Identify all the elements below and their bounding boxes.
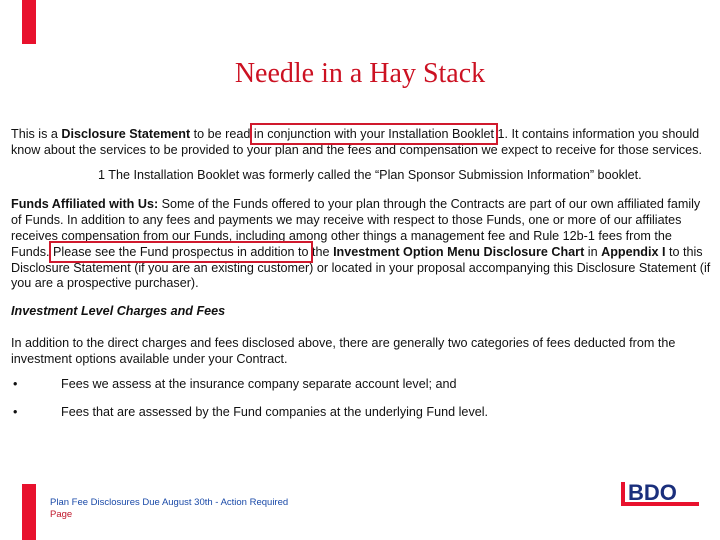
footnote: 1 The Installation Booklet was formerly called the “Plan Sponsor Submission Information” booklet.	[98, 167, 642, 182]
page-label: Page	[50, 509, 73, 520]
funds-affiliated-heading: Funds Affiliated with Us:	[11, 197, 159, 212]
text: 1. It contains information you should know about the services to be provided to your plan and the fees and compensation we expect to receive for those services.	[11, 127, 702, 157]
highlight-fund-prospectus: Please see the Fund prospectus in addition to	[53, 244, 309, 259]
investment-option-chart-term: Investment Option Menu Disclosure Chart	[333, 244, 585, 259]
accent-bar-bottom	[22, 484, 36, 540]
text: to be read	[190, 127, 254, 141]
text: the	[308, 244, 334, 259]
text: This is a	[11, 127, 62, 141]
bdo-logo	[620, 478, 700, 508]
footer	[50, 497, 288, 521]
disclosure-statement-term: Disclosure Statement	[61, 127, 191, 141]
text: Some of the Funds offered to your plan through the Contracts are part of our own affiliated family of Funds. In addition to any fees and payments we may receive with respect to those Funds, one or more of our affiliates receives compensation from our Funds, including among other things a management fee and Rule 12b-1 fees from the Funds.	[11, 197, 701, 259]
text: in	[584, 244, 602, 259]
list-item	[11, 405, 711, 421]
paragraph-disclosure	[11, 127, 711, 159]
highlight-installation-booklet: in conjunction with your Installation Booklet	[253, 127, 495, 141]
text: to this Disclosure Statement (if you are an existing customer) or located in your proposal accompanying this Disclosure Statement (if you are a prospective purchaser).	[11, 244, 711, 291]
bullet-icon: •	[13, 376, 18, 391]
document-excerpt	[11, 127, 711, 421]
appendix-term: Appendix I	[601, 244, 666, 259]
section-heading: Investment Level Charges and Fees	[11, 304, 226, 319]
bullet-icon: •	[13, 405, 18, 420]
slide-title: Needle in a Hay Stack	[234, 58, 486, 89]
list-item	[11, 377, 711, 393]
svg-text:BDO: BDO	[628, 480, 677, 505]
bullet-text: Fees that are assessed by the Fund companies at the underlying Fund level.	[61, 405, 489, 420]
spacer	[11, 183, 711, 197]
footer-text: Plan Fee Disclosures Due August 30th - Action Required	[50, 497, 289, 508]
accent-bar-top	[22, 0, 36, 44]
paragraph-funds-affiliated	[11, 197, 711, 292]
bullet-text: Fees we assess at the insurance company separate account level; and	[61, 376, 457, 391]
paragraph-investment-fees: In addition to the direct charges and fees disclosed above, there are generally two categories of fees deducted from the investment options available under your Contract.	[11, 335, 676, 366]
